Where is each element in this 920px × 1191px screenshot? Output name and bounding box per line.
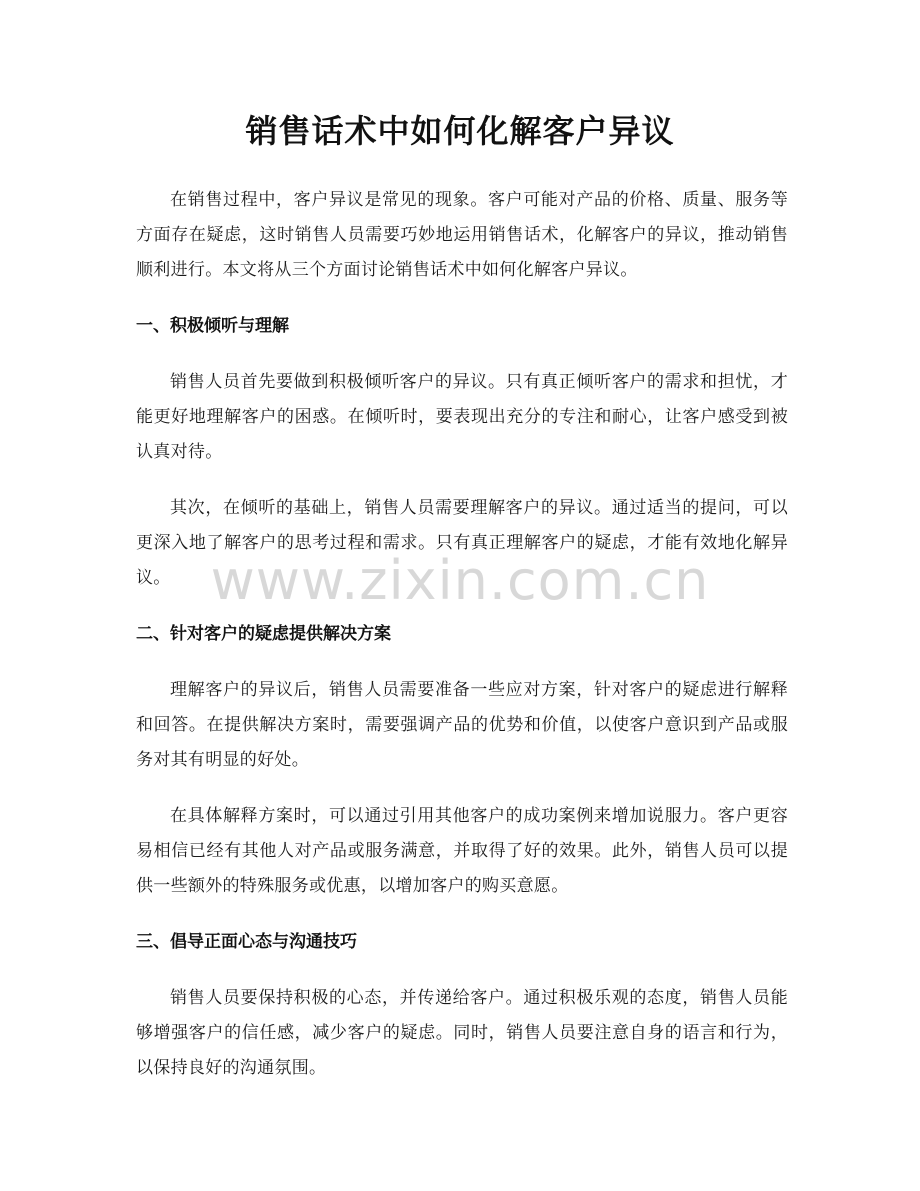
section-paragraph: 理解客户的异议后，销售人员需要准备一些应对方案，针对客户的疑虑进行解释和回答。在提供解决方案时，需要强调产品的优势和价值，以使客户意识到产品或服务对其有明显的好处。 [136,680,788,770]
section-paragraph: 其次，在倾听的基础上，销售人员需要理解客户的异议。通过适当的提问，可以更深入地了解客户的思考过程和需求。只有真正理解客户的疑虑，才能有效地化解异议。 [136,498,788,588]
section-heading: 一、积极倾听与理解 [136,316,289,336]
section-heading: 三、倡导正面心态与沟通技巧 [136,932,357,952]
section-3 [136,925,788,1086]
section-1 [136,309,788,596]
intro-paragraph: 在销售过程中，客户异议是常见的现象。客户可能对产品的价格、质量、服务等方面存在疑虑，这时销售人员需要巧妙地运用销售话术，化解客户的异议，推动销售顺利进行。本文将从三个方面讨论销售话术中如何化解客户异议。 [136,190,788,280]
watermark: www.zixin.com.cn [210,549,710,612]
section-paragraph: 在具体解释方案时，可以通过引用其他客户的成功案例来增加说服力。客户更容易相信已经有其他人对产品或服务满意，并取得了好的效果。此外，销售人员可以提供一些额外的特殊服务或优惠，以增加客户的购买意愿。 [136,806,788,896]
section-paragraph: 销售人员要保持积极的心态，并传递给客户。通过积极乐观的态度，销售人员能够增强客户的信任感，减少客户的疑虑。同时，销售人员要注意自身的语言和行为，以保持良好的沟通氛围。 [136,988,788,1078]
section-paragraph: 销售人员首先要做到积极倾听客户的异议。只有真正倾听客户的需求和担忧，才能更好地理解客户的困惑。在倾听时，要表现出充分的专注和耐心，让客户感受到被认真对待。 [136,372,788,462]
document-body [136,183,788,1086]
section-2 [136,617,788,904]
section-heading: 二、针对客户的疑虑提供解决方案 [136,624,391,644]
document-title: 销售话术中如何化解客户异议 [245,112,675,150]
